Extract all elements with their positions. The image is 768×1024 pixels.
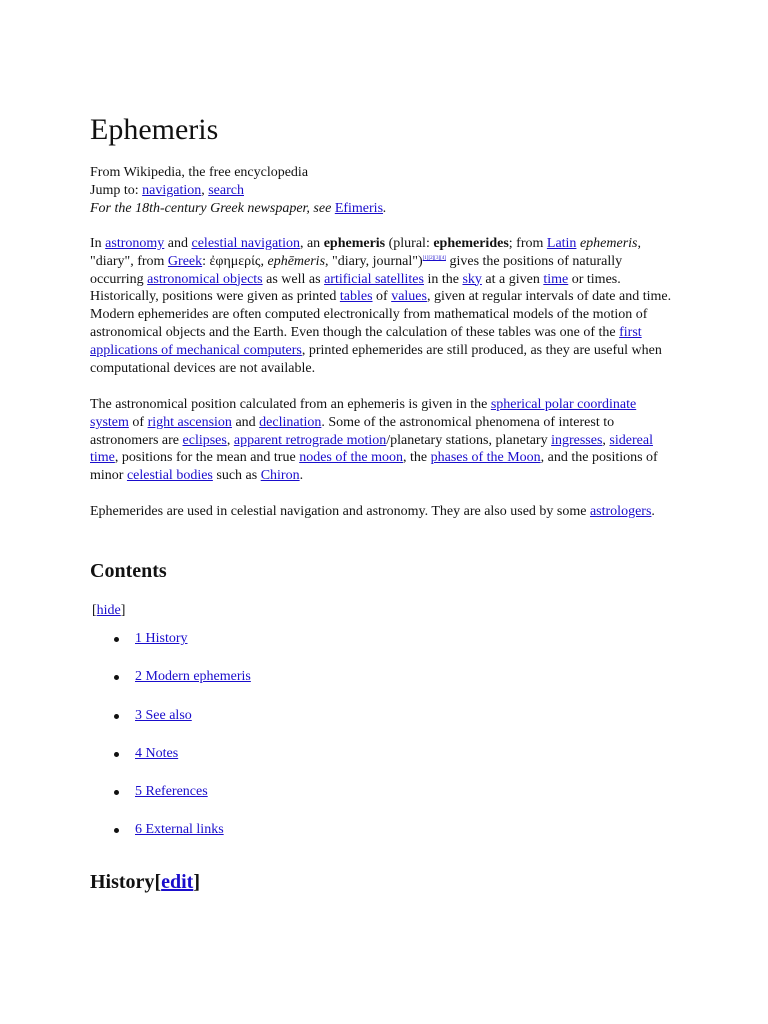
position-paragraph <box>90 396 665 485</box>
text-run: of <box>128 414 148 430</box>
toc-link-modern-ephemeris[interactable]: 2 Modern ephemeris <box>135 669 251 685</box>
bracket: ] <box>120 603 126 618</box>
text-run: (plural: <box>385 236 434 251</box>
toc-link-see-also[interactable]: 3 See also <box>135 707 192 723</box>
toc-item <box>90 821 251 859</box>
text-run: . Some of the astronomical phenomena of interest to astronomers are <box>90 414 615 448</box>
sky-link[interactable]: sky <box>462 271 482 287</box>
text-run: , printed ephemerides are still produced, as they are useful when computational devices are not available. <box>90 342 662 376</box>
bullet-icon <box>114 828 119 833</box>
tables-link[interactable]: tables <box>339 289 373 305</box>
greek-link[interactable]: Greek <box>167 253 203 269</box>
text-run: Ephemerides are used in celestial navigation and astronomy. They are also used by some <box>90 504 590 519</box>
history-heading <box>90 870 200 894</box>
right-ascension-link[interactable]: right ascension <box>147 414 232 430</box>
bullet-icon <box>114 790 119 795</box>
spherical-coordinate-link[interactable]: spherical polar coordinate system <box>90 397 637 430</box>
text-run: , <box>226 432 234 448</box>
text-run: , and the positions of minor <box>90 450 658 484</box>
ingresses-link[interactable]: ingresses <box>551 432 603 448</box>
text-run: , given at regular intervals of date and time. Modern ephemerides are often computed electronically from mathematical models of the motion of astronomical objects and the Earth. Even though the calculation of these tables was one of the <box>90 289 672 340</box>
text-run: such as <box>212 468 261 484</box>
text-run: , positions for the mean and true <box>114 450 300 466</box>
celestial-navigation-link[interactable]: celestial navigation <box>191 236 300 251</box>
text-run: The astronomical position calculated from an ephemeris is given in the <box>90 397 491 412</box>
text-run: In <box>90 236 106 251</box>
text-run: : ἐφημερίς, <box>202 253 268 269</box>
jump-to-line <box>90 182 387 200</box>
astronomical-objects-link[interactable]: astronomical objects <box>147 271 263 287</box>
bullet-icon <box>114 714 119 719</box>
text-run: /planetary stations, planetary <box>386 432 552 448</box>
text-run: . <box>299 468 304 484</box>
hide-toc-link[interactable]: hide <box>96 603 121 618</box>
usage-paragraph <box>90 503 680 521</box>
toc-item <box>90 783 251 821</box>
lunar-phases-link[interactable]: phases of the Moon <box>430 450 541 466</box>
text-run: , <box>602 432 610 448</box>
artificial-satellites-link[interactable]: artificial satellites <box>324 271 424 287</box>
time-link[interactable]: time <box>543 271 569 287</box>
efimeris-link[interactable]: Efimeris <box>334 201 384 216</box>
text-run: gives the positions of naturally occurring <box>90 253 623 287</box>
text-run: at a given <box>481 271 544 287</box>
hatnote-period: . <box>383 201 387 216</box>
text-run: . <box>651 504 655 519</box>
text-run: , "diary", from <box>90 236 641 269</box>
bullet-icon <box>114 752 119 757</box>
celestial-bodies-link[interactable]: celestial bodies <box>126 468 213 484</box>
text-run: , an <box>299 236 324 251</box>
citation-links[interactable]: [1][2][3][4] <box>422 255 446 261</box>
bracket: [ <box>154 871 162 893</box>
jump-separator: , <box>201 183 209 198</box>
intro-paragraph <box>90 235 675 377</box>
text-run: and <box>231 414 260 430</box>
bracket: ] <box>193 871 200 893</box>
retrograde-motion-link[interactable]: apparent retrograde motion <box>233 432 387 448</box>
bullet-icon <box>114 637 119 642</box>
history-heading-text: History <box>90 871 155 893</box>
values-link[interactable]: values <box>391 289 427 305</box>
chiron-link[interactable]: Chiron <box>260 468 300 484</box>
article-meta <box>90 164 387 218</box>
latin-word: ephemeris <box>579 236 638 251</box>
toc-link-history[interactable]: 1 History <box>135 631 188 646</box>
toc-link-references[interactable]: 5 References <box>135 784 208 800</box>
toc-link-notes[interactable]: 4 Notes <box>135 745 179 761</box>
table-of-contents <box>90 630 251 860</box>
toc-item <box>90 745 251 783</box>
text-run: or times. Historically, positions were given as printed <box>90 271 621 305</box>
toc-item <box>90 630 251 668</box>
text-run: , the <box>403 450 431 466</box>
astronomy-link[interactable]: astronomy <box>105 236 165 251</box>
text-run: of <box>372 289 392 305</box>
jump-search-link[interactable]: search <box>208 183 244 198</box>
declination-link[interactable]: declination <box>259 414 322 430</box>
jump-to-label: Jump to: <box>90 183 143 198</box>
text-run: and <box>164 236 192 251</box>
sidereal-time-link[interactable]: sidereal time <box>90 432 653 466</box>
toc-item <box>90 668 251 706</box>
edit-section-link[interactable]: edit <box>161 871 194 893</box>
contents-heading: Contents <box>90 560 167 582</box>
bracket: [ <box>92 603 97 618</box>
jump-navigation-link[interactable]: navigation <box>142 183 202 198</box>
text-run: , "diary, journal") <box>325 253 423 269</box>
hatnote <box>90 200 387 218</box>
toc-toggle <box>92 602 125 620</box>
page-title: Ephemeris <box>90 113 219 146</box>
text-run: as well as <box>262 271 325 287</box>
lunar-nodes-link[interactable]: nodes of the moon <box>299 450 404 466</box>
text-run: in the <box>423 271 463 287</box>
bullet-icon <box>114 675 119 680</box>
toc-item <box>90 707 251 745</box>
eclipses-link[interactable]: eclipses <box>182 432 227 448</box>
ephemeris-term: ephemeris <box>323 236 386 251</box>
site-subtitle: From Wikipedia, the free encyclopedia <box>90 165 309 180</box>
hatnote-text: For the 18th-century Greek newspaper, see <box>90 201 335 216</box>
greek-transliteration: ephēmeris <box>267 253 326 269</box>
astrologers-link[interactable]: astrologers <box>589 504 652 519</box>
latin-link[interactable]: Latin <box>546 236 577 251</box>
text-run: ; from <box>508 236 547 251</box>
mechanical-computers-link[interactable]: first applications of mechanical computers <box>90 324 642 358</box>
toc-link-external-links[interactable]: 6 External links <box>135 822 224 838</box>
ephemerides-term: ephemerides <box>433 236 509 251</box>
